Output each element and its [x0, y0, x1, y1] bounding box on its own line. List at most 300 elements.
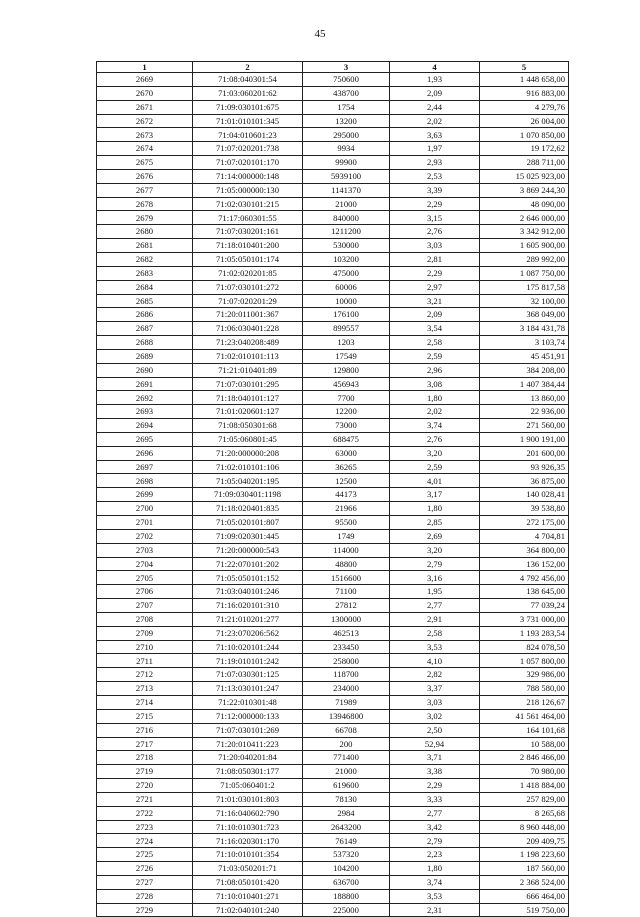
rate-value: 2,29: [390, 197, 480, 211]
table-row: [97, 474, 569, 488]
area-value: 1749: [303, 529, 390, 543]
row-number: 2713: [97, 682, 193, 696]
table-row: [97, 654, 569, 668]
row-number: 2685: [97, 294, 193, 308]
rate-value: 2,59: [390, 460, 480, 474]
table-row: [97, 792, 569, 806]
cadastral-number: 71:07:030101:272: [193, 280, 303, 294]
area-value: 21000: [303, 765, 390, 779]
area-value: 48800: [303, 557, 390, 571]
cadastral-number: 71:07:030301:125: [193, 668, 303, 682]
row-number: 2712: [97, 668, 193, 682]
rate-value: 2,82: [390, 668, 480, 682]
area-value: 21000: [303, 197, 390, 211]
table-row: [97, 266, 569, 280]
cadastral-number: 71:21:010401:89: [193, 363, 303, 377]
rate-value: 2,29: [390, 779, 480, 793]
cost-value: 288 711,00: [480, 156, 569, 170]
area-value: 66708: [303, 723, 390, 737]
row-number: 2704: [97, 557, 193, 571]
area-value: 200: [303, 737, 390, 751]
cadastral-number: 71:18:020401:835: [193, 502, 303, 516]
row-number: 2669: [97, 73, 193, 87]
cost-value: 3 184 431,78: [480, 322, 569, 336]
area-value: 1300000: [303, 612, 390, 626]
cost-value: 257 829,00: [480, 792, 569, 806]
rate-value: 3,54: [390, 322, 480, 336]
rate-value: 2,09: [390, 86, 480, 100]
cadastral-number: 71:05:060801:45: [193, 432, 303, 446]
table-row: [97, 419, 569, 433]
cost-value: 1 418 884,00: [480, 779, 569, 793]
cost-value: 15 025 923,00: [480, 169, 569, 183]
page-number: 45: [314, 28, 326, 40]
area-value: 7700: [303, 391, 390, 405]
table-row: [97, 308, 569, 322]
row-number: 2691: [97, 377, 193, 391]
rate-value: 3,71: [390, 751, 480, 765]
cadastral-number: 71:16:020101:310: [193, 599, 303, 613]
row-number: 2723: [97, 820, 193, 834]
cadastral-number: 71:23:040208:489: [193, 336, 303, 350]
cost-value: 93 926,35: [480, 460, 569, 474]
table-row: [97, 806, 569, 820]
area-value: 530000: [303, 239, 390, 253]
table-row: [97, 183, 569, 197]
table-row: [97, 128, 569, 142]
cadastral-number: 71:09:020301:445: [193, 529, 303, 543]
cadastral-number: 71:16:020301:170: [193, 834, 303, 848]
area-value: 27812: [303, 599, 390, 613]
cost-value: 329 986,00: [480, 668, 569, 682]
table-row: [97, 889, 569, 903]
cost-value: 1 900 191,00: [480, 432, 569, 446]
table-row: [97, 682, 569, 696]
table-row: [97, 73, 569, 87]
cost-value: 2 646 000,00: [480, 211, 569, 225]
row-number: 2684: [97, 280, 193, 294]
cost-value: 209 409,75: [480, 834, 569, 848]
area-value: 771400: [303, 751, 390, 765]
cadastral-number: 71:14:000000:148: [193, 169, 303, 183]
rate-value: 3,17: [390, 488, 480, 502]
area-value: 103200: [303, 252, 390, 266]
cost-value: 364 800,00: [480, 543, 569, 557]
table-row: [97, 114, 569, 128]
area-value: 750600: [303, 73, 390, 87]
cadastral-number: 71:13:030101:247: [193, 682, 303, 696]
cadastral-number: 71:02:020201:85: [193, 266, 303, 280]
area-value: 17549: [303, 349, 390, 363]
area-value: 537320: [303, 848, 390, 862]
cadastral-number: 71:17:060301:55: [193, 211, 303, 225]
rate-value: 4,01: [390, 474, 480, 488]
table-row: [97, 834, 569, 848]
cost-value: 3 342 912,00: [480, 225, 569, 239]
area-value: 104200: [303, 862, 390, 876]
table-row: [97, 557, 569, 571]
row-number: 2729: [97, 903, 193, 917]
row-number: 2707: [97, 599, 193, 613]
cadastral-number: 71:10:010101:354: [193, 848, 303, 862]
cost-value: 3 731 000,00: [480, 612, 569, 626]
table-row: [97, 252, 569, 266]
rate-value: 3,38: [390, 765, 480, 779]
row-number: 2700: [97, 502, 193, 516]
table-row: [97, 86, 569, 100]
rate-value: 4,10: [390, 654, 480, 668]
cadastral-number: 71:09:030401:1198: [193, 488, 303, 502]
row-number: 2678: [97, 197, 193, 211]
area-value: 188800: [303, 889, 390, 903]
cost-value: 10 588,00: [480, 737, 569, 751]
area-value: 258000: [303, 654, 390, 668]
row-number: 2726: [97, 862, 193, 876]
table-row: [97, 612, 569, 626]
table-row: [97, 336, 569, 350]
row-number: 2721: [97, 792, 193, 806]
rate-value: 2,58: [390, 336, 480, 350]
table-row: [97, 100, 569, 114]
area-value: 438700: [303, 86, 390, 100]
area-value: 619600: [303, 779, 390, 793]
table-row: [97, 599, 569, 613]
rate-value: 1,80: [390, 862, 480, 876]
rate-value: 3,39: [390, 183, 480, 197]
cadastral-number: 71:05:050101:152: [193, 571, 303, 585]
cost-value: 2 368 524,00: [480, 875, 569, 889]
header-row: [97, 62, 569, 73]
cost-value: 2 846 466,00: [480, 751, 569, 765]
cadastral-number: 71:12:000000:133: [193, 709, 303, 723]
table-row: [97, 862, 569, 876]
cost-value: 1 057 800,00: [480, 654, 569, 668]
row-number: 2695: [97, 432, 193, 446]
table-row: [97, 695, 569, 709]
area-value: 95500: [303, 516, 390, 530]
area-value: 21966: [303, 502, 390, 516]
area-value: 44173: [303, 488, 390, 502]
rate-value: 3,03: [390, 695, 480, 709]
cadastral-number: 71:07:030201:161: [193, 225, 303, 239]
area-value: 118700: [303, 668, 390, 682]
area-value: 225000: [303, 903, 390, 917]
table-row: [97, 875, 569, 889]
row-number: 2690: [97, 363, 193, 377]
cost-value: 4 792 456,00: [480, 571, 569, 585]
cadastral-number: 71:04:010601:23: [193, 128, 303, 142]
cadastral-number: 71:07:030101:269: [193, 723, 303, 737]
table-row: [97, 322, 569, 336]
rate-value: 3,03: [390, 239, 480, 253]
table-row: [97, 820, 569, 834]
table-row: [97, 405, 569, 419]
rate-value: 2,09: [390, 308, 480, 322]
cadastral-number: 71:09:030101:675: [193, 100, 303, 114]
area-value: 1516600: [303, 571, 390, 585]
cadastral-number: 71:03:050201:71: [193, 862, 303, 876]
row-number: 2674: [97, 142, 193, 156]
cadastral-number: 71:16:040602:790: [193, 806, 303, 820]
rate-value: 3,08: [390, 377, 480, 391]
rate-value: 2,85: [390, 516, 480, 530]
cadastral-number: 71:08:050101:420: [193, 875, 303, 889]
cadastral-number: 71:19:010101:242: [193, 654, 303, 668]
area-value: 475000: [303, 266, 390, 280]
cadastral-number: 71:07:020201:738: [193, 142, 303, 156]
rate-value: 2,79: [390, 557, 480, 571]
cadastral-number: 71:02:030101:215: [193, 197, 303, 211]
cadastral-number: 71:02:010101:113: [193, 349, 303, 363]
area-value: 176100: [303, 308, 390, 322]
rate-value: 2,59: [390, 349, 480, 363]
cadastral-number: 71:23:070206:562: [193, 626, 303, 640]
area-value: 233450: [303, 640, 390, 654]
table-row: [97, 142, 569, 156]
rate-value: 3,42: [390, 820, 480, 834]
row-number: 2699: [97, 488, 193, 502]
cost-value: 272 175,00: [480, 516, 569, 530]
cadastral-number: 71:03:060201:62: [193, 86, 303, 100]
row-number: 2710: [97, 640, 193, 654]
row-number: 2717: [97, 737, 193, 751]
table-row: [97, 294, 569, 308]
row-number: 2679: [97, 211, 193, 225]
cost-value: 788 580,00: [480, 682, 569, 696]
rate-value: 3,33: [390, 792, 480, 806]
table-row: [97, 446, 569, 460]
area-value: 1754: [303, 100, 390, 114]
cost-value: 70 980,00: [480, 765, 569, 779]
row-number: 2687: [97, 322, 193, 336]
cadastral-number: 71:10:020101:244: [193, 640, 303, 654]
row-number: 2696: [97, 446, 193, 460]
area-value: 60006: [303, 280, 390, 294]
cost-value: 1 087 750,00: [480, 266, 569, 280]
area-value: 688475: [303, 432, 390, 446]
area-value: 71989: [303, 695, 390, 709]
cadastral-number: 71:01:010101:345: [193, 114, 303, 128]
cost-value: 77 039,24: [480, 599, 569, 613]
cost-value: 138 645,00: [480, 585, 569, 599]
rate-value: 3,20: [390, 446, 480, 460]
row-number: 2727: [97, 875, 193, 889]
table-row: [97, 903, 569, 917]
rate-value: 52,94: [390, 737, 480, 751]
rate-value: 2,50: [390, 723, 480, 737]
table-row: [97, 737, 569, 751]
cadastral-number: 71:20:010411:223: [193, 737, 303, 751]
table-row: [97, 516, 569, 530]
cost-value: 19 172,62: [480, 142, 569, 156]
row-number: 2719: [97, 765, 193, 779]
cost-value: 1 070 850,00: [480, 128, 569, 142]
cadastral-number: 71:10:010301:723: [193, 820, 303, 834]
rate-value: 3,15: [390, 211, 480, 225]
cadastral-number: 71:05:060401:2: [193, 779, 303, 793]
column-header: 5: [480, 62, 569, 73]
cadastral-number: 71:18:040101:127: [193, 391, 303, 405]
rate-value: 2,77: [390, 599, 480, 613]
table-row: [97, 529, 569, 543]
table-row: [97, 391, 569, 405]
cadastral-number: 71:20:011001:367: [193, 308, 303, 322]
table-row: [97, 488, 569, 502]
cadastral-number: 71:05:020101:807: [193, 516, 303, 530]
rate-value: 3,53: [390, 889, 480, 903]
row-number: 2694: [97, 419, 193, 433]
row-number: 2676: [97, 169, 193, 183]
cadastral-number: 71:21:010201:277: [193, 612, 303, 626]
table-row: [97, 640, 569, 654]
cadastral-number: 71:05:000000:130: [193, 183, 303, 197]
table-row: [97, 626, 569, 640]
cadastral-number: 71:22:070101:202: [193, 557, 303, 571]
row-number: 2705: [97, 571, 193, 585]
table-row: [97, 765, 569, 779]
cost-value: 48 090,00: [480, 197, 569, 211]
row-number: 2728: [97, 889, 193, 903]
cost-value: 1 407 384,44: [480, 377, 569, 391]
rate-value: 3,16: [390, 571, 480, 585]
table-row: [97, 751, 569, 765]
table-row: [97, 848, 569, 862]
cost-value: 136 152,00: [480, 557, 569, 571]
rate-value: 1,93: [390, 73, 480, 87]
column-header: 1: [97, 62, 193, 73]
cost-value: 1 605 900,00: [480, 239, 569, 253]
table-row: [97, 779, 569, 793]
area-value: 63000: [303, 446, 390, 460]
row-number: 2675: [97, 156, 193, 170]
cost-value: 8 960 448,00: [480, 820, 569, 834]
rate-value: 2,58: [390, 626, 480, 640]
row-number: 2715: [97, 709, 193, 723]
table-row: [97, 349, 569, 363]
area-value: 12500: [303, 474, 390, 488]
cadastral-number: 71:01:030101:803: [193, 792, 303, 806]
rate-value: 2,53: [390, 169, 480, 183]
table-row: [97, 280, 569, 294]
rate-value: 2,76: [390, 432, 480, 446]
cadastral-number: 71:05:040201:195: [193, 474, 303, 488]
row-number: 2673: [97, 128, 193, 142]
area-value: 899557: [303, 322, 390, 336]
rate-value: 2,97: [390, 280, 480, 294]
area-value: 1203: [303, 336, 390, 350]
registry-table: [96, 61, 569, 917]
cost-value: 187 560,00: [480, 862, 569, 876]
row-number: 2682: [97, 252, 193, 266]
cost-value: 36 875,00: [480, 474, 569, 488]
cadastral-number: 71:10:010401:271: [193, 889, 303, 903]
row-number: 2688: [97, 336, 193, 350]
cost-value: 666 464,00: [480, 889, 569, 903]
table-header: [97, 62, 569, 73]
cadastral-number: 71:07:030101:295: [193, 377, 303, 391]
cost-value: 201 600,00: [480, 446, 569, 460]
table-row: [97, 225, 569, 239]
row-number: 2672: [97, 114, 193, 128]
rate-value: 1,80: [390, 391, 480, 405]
rate-value: 2,69: [390, 529, 480, 543]
cost-value: 218 126,67: [480, 695, 569, 709]
row-number: 2702: [97, 529, 193, 543]
cost-value: 26 004,00: [480, 114, 569, 128]
cost-value: 1 448 658,00: [480, 73, 569, 87]
cost-value: 175 817,58: [480, 280, 569, 294]
row-number: 2706: [97, 585, 193, 599]
cadastral-number: 71:20:000000:208: [193, 446, 303, 460]
rate-value: 3,74: [390, 419, 480, 433]
area-value: 1211200: [303, 225, 390, 239]
rate-value: 2,29: [390, 266, 480, 280]
cost-value: 32 100,00: [480, 294, 569, 308]
area-value: 10000: [303, 294, 390, 308]
rate-value: 2,02: [390, 405, 480, 419]
rate-value: 3,37: [390, 682, 480, 696]
table-row: [97, 239, 569, 253]
rate-value: 3,02: [390, 709, 480, 723]
table-body: [97, 73, 569, 917]
cost-value: 4 279,76: [480, 100, 569, 114]
cadastral-number: 71:07:020201:29: [193, 294, 303, 308]
rate-value: 3,21: [390, 294, 480, 308]
table-row: [97, 156, 569, 170]
table-row: [97, 709, 569, 723]
cost-value: 289 992,00: [480, 252, 569, 266]
row-number: 2703: [97, 543, 193, 557]
cost-value: 4 704,81: [480, 529, 569, 543]
area-value: 71100: [303, 585, 390, 599]
cadastral-number: 71:07:020101:170: [193, 156, 303, 170]
row-number: 2714: [97, 695, 193, 709]
table-row: [97, 502, 569, 516]
table-row: [97, 668, 569, 682]
cost-value: 13 860,00: [480, 391, 569, 405]
cost-value: 8 265,68: [480, 806, 569, 820]
table-row: [97, 585, 569, 599]
cost-value: 384 208,00: [480, 363, 569, 377]
table-row: [97, 169, 569, 183]
row-number: 2698: [97, 474, 193, 488]
rate-value: 2,93: [390, 156, 480, 170]
cost-value: 1 198 223,60: [480, 848, 569, 862]
area-value: 12200: [303, 405, 390, 419]
rate-value: 3,53: [390, 640, 480, 654]
area-value: 78130: [303, 792, 390, 806]
rate-value: 3,63: [390, 128, 480, 142]
area-value: 1141370: [303, 183, 390, 197]
rate-value: 2,77: [390, 806, 480, 820]
cost-value: 22 936,00: [480, 405, 569, 419]
row-number: 2693: [97, 405, 193, 419]
cadastral-number: 71:08:050301:177: [193, 765, 303, 779]
area-value: 13946800: [303, 709, 390, 723]
row-number: 2722: [97, 806, 193, 820]
row-number: 2697: [97, 460, 193, 474]
rate-value: 1,97: [390, 142, 480, 156]
row-number: 2681: [97, 239, 193, 253]
area-value: 462513: [303, 626, 390, 640]
row-number: 2686: [97, 308, 193, 322]
cost-value: 41 561 464,00: [480, 709, 569, 723]
rate-value: 2,02: [390, 114, 480, 128]
rate-value: 1,95: [390, 585, 480, 599]
row-number: 2724: [97, 834, 193, 848]
area-value: 5939100: [303, 169, 390, 183]
area-value: 76149: [303, 834, 390, 848]
